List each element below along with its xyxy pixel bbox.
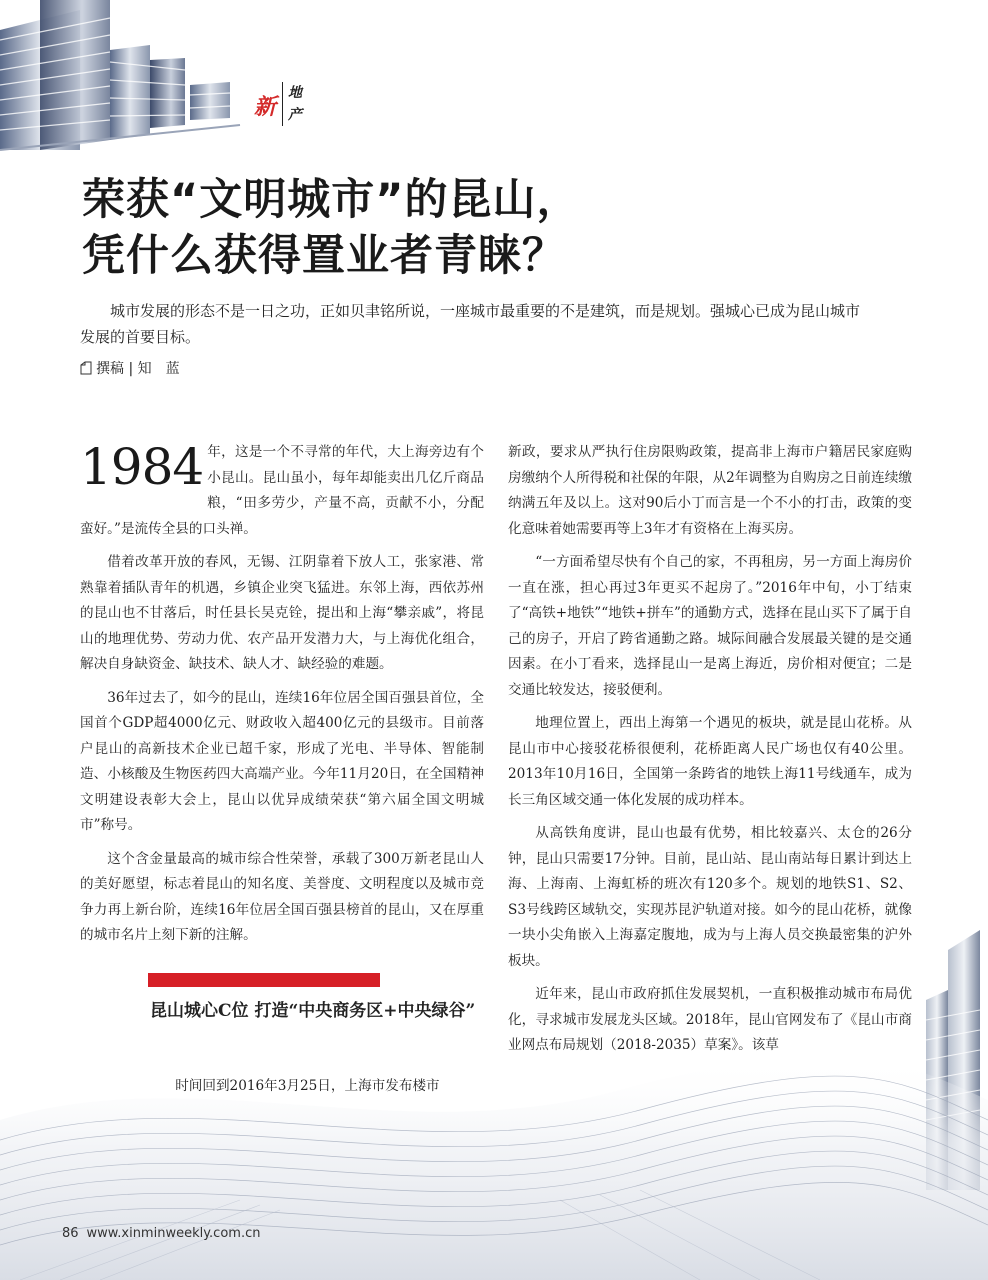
drop-cap-year: 1984 xyxy=(80,438,204,496)
column-tag xyxy=(252,82,322,142)
title-line-2: 凭什么获得置业者青睐？ xyxy=(82,231,566,281)
paragraph-2: 借着改革开放的春风，无锡、江阴靠着下放人工，张家港、常熟靠着插队青年的机遇，乡镇企业突飞猛进。东邻上海，西依苏州的昆山也不甘落后，时任县长吴克铨，提出和上海“攀亲戚”，将昆山的地理优势、劳动力优、农产品开发潜力大，与上海优化组合，解决自身缺资金、缺技术、缺人才、缺经验的难题。 xyxy=(80,554,484,672)
subhead-red-bar xyxy=(148,973,380,987)
title-line-1: 荣获“文明城市”的昆山， xyxy=(82,175,581,225)
left-column-tail: 时间回到2016年3月25日，上海市发布楼市 xyxy=(175,1078,440,1094)
paragraph-3: 36年过去了，如今的昆山，连续16年位居全国百强县首位，全国首个GDP超4000亿元、财政收入超400亿元的县级市。目前落户昆山的高新技术企业已超千家，形成了光电、半导体、智能制造、小核酸及生物医药四大高端产业。今年11月20日，在全国精神文明建设表彰大会上，昆山以优异成绩荣获“第六届全国文明城市”称号。 xyxy=(80,689,484,833)
byline xyxy=(80,358,180,378)
paragraph-1-text: 年，这是一个不寻常的年代，大上海旁边有个小昆山。昆山虽小，每年却能卖出几亿斤商品粮，“田多劳少，产量不高，贡献不小，分配蛮好。”是流传全县的口头禅。 xyxy=(80,444,484,537)
right-paragraph-2: “一方面希望尽快有个自己的家，不再租房，另一方面上海房价一直在涨，担心再过3年更买不起房了。”2016年中旬，小丁结束了“高铁+地铁”“地铁+拼车”的通勤方式，选择在昆山买下了属于自己的房子，开启了跨省通勤之路。城际间融合发展最关键的是交通因素。在小丁看来，选择昆山一是离上海近，房价相对便宜；二是交通比较发达，接驳便利。 xyxy=(508,554,913,698)
right-paragraph-3: 地理位置上，西出上海第一个遇见的板块，就是昆山花桥。从昆山市中心接驳花桥很便利，花桥距离人民广场也仅有40公里。2013年10月16日，全国第一条跨省的地铁上海11号线通车，成为长三角区域交通一体化发展的成功样本。 xyxy=(508,715,912,808)
column-tag-divider xyxy=(282,82,283,126)
column-tag-xin: 新 xyxy=(254,95,277,120)
article-lead: 城市发展的形态不是一日之功，正如贝聿铭所说，一座城市最重要的不是建筑，而是规划。强城心已成为昆山城市发展的首要目标。 xyxy=(80,302,861,346)
paragraph-1 xyxy=(80,440,484,542)
paragraph-4: 这个含金量最高的城市综合性荣誉，承载了300万新老昆山人的美好愿望，标志着昆山的知名度、美誉度、文明程度以及城市竞争力再上新台阶，连续16年位居全国百强县榜首的昆山，又在厚重的城市名片上刻下新的注解。 xyxy=(80,850,484,943)
right-paragraph-4: 从高铁角度讲，昆山也最有优势，相比较嘉兴、太仓的26分钟，昆山只需要17分钟。目前，昆山站、昆山南站每日累计到达上海、上海南、上海虹桥的班次有120多个。规划的地铁S1、S2、S3号线跨区域轨交，实现苏昆沪轨道对接。如今的昆山花桥，就像一块小尖角嵌入上海嘉定腹地，成为与上海人员交换最密集的沪外板块。 xyxy=(508,825,912,969)
byline-text: 撰稿 | 知 蓝 xyxy=(96,361,180,377)
right-paragraph-1: 新政，要求从严执行住房限购政策，提高非上海市户籍居民家庭购房缴纳个人所得税和社保的年限，从2年调整为自购房之日前连续缴纳满五年及以上。这对90后小丁而言是一个不小的打击，政策的变化意味着她需要再等上3年才有资格在上海买房。 xyxy=(508,444,912,537)
right-paragraph-5: 近年来，昆山市政府抓住发展契机，一直积极推动城市布局优化，寻求城市发展龙头区域。2018年，昆山官网发布了《昆山市商业网点布局规划（2018-2035）草案》。该草 xyxy=(508,986,912,1053)
section-subhead: 昆山城心C位 打造“中央商务区+中央绿谷” xyxy=(150,1001,476,1021)
page-footer xyxy=(62,1226,260,1241)
left-column xyxy=(80,440,484,949)
right-column xyxy=(508,440,912,1059)
article-title xyxy=(82,172,682,284)
page-number: 86 xyxy=(62,1226,79,1241)
website-url: www.xinminweekly.com.cn xyxy=(86,1226,261,1241)
buildings-illustration-top xyxy=(0,0,270,160)
column-tag-chan: 产 xyxy=(288,107,302,123)
pen-icon xyxy=(80,361,92,375)
column-tag-di: 地 xyxy=(288,85,302,101)
